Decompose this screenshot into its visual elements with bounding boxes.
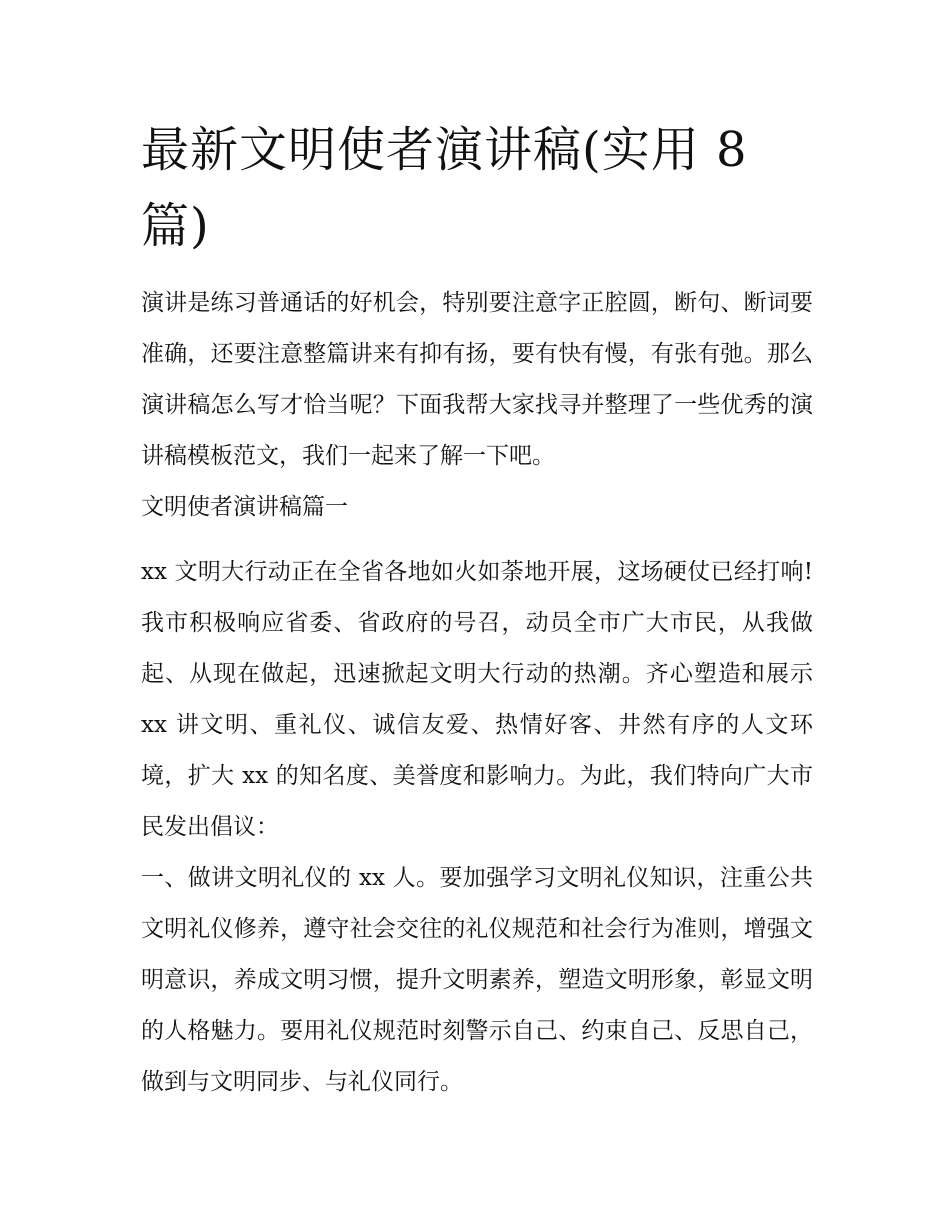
document-title: 最新文明使者演讲稿(实用 8 篇)	[141, 122, 748, 254]
intro-paragraph: 演讲是练习普通话的好机会，特别要注意字正腔圆，断句、断词要准确，还要注意整篇讲来有抑有扬，要有快有慢，有张有弛。那么演讲稿怎么写才恰当呢？下面我帮大家找寻并整理了一些优秀的演讲稿模板范文，我们一起来了解一下吧。	[141, 290, 813, 469]
section-heading: 文明使者演讲稿篇一	[141, 494, 348, 520]
document-page	[141, 112, 813, 1108]
body-paragraph: 一、做讲文明礼仪的 xx 人。要加强学习文明礼仪知识，注重公共文明礼仪修养，遵守社会交往的礼仪规范和社会行为准则，增强文明意识，养成文明习惯，提升文明素养，塑造文明形象，彰显文明的人格魅力。要用礼仪规范时刻警示自己、约束自己、反思自己，做到与文明同步、与礼仪同行。	[141, 865, 813, 1095]
body-paragraph: xx 文明大行动正在全省各地如火如荼地开展，这场硬仗已经打响!我市积极响应省委、省政府的号召，动员全市广大市民，从我做起、从现在做起，迅速掀起文明大行动的热潮。齐心塑造和展示 xx 讲文明、重礼仪、诚信友爱、热情好客、井然有序的人文环境，扩大 xx 的知名度、美誉度和影响力。为此，我们特向广大市民发出倡议：	[141, 559, 813, 840]
